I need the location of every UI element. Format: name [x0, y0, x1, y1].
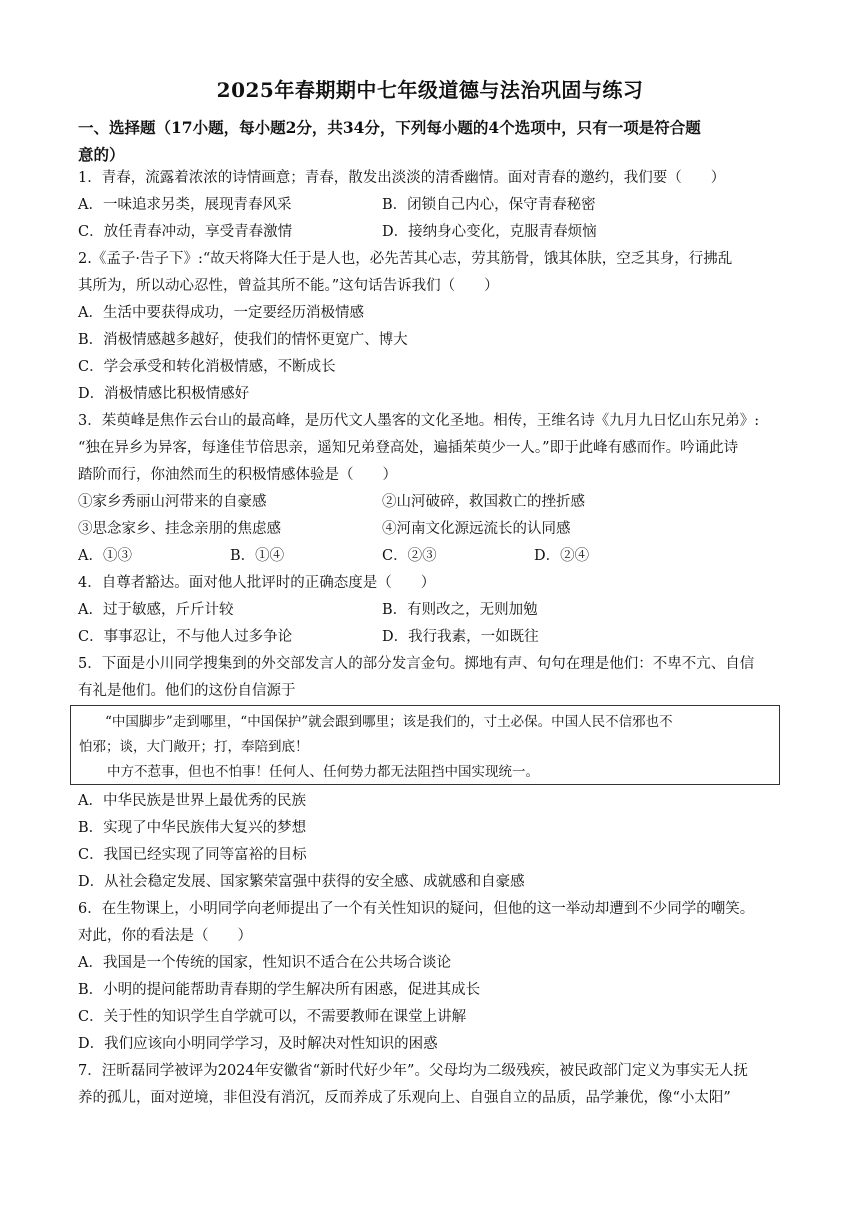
q3-statement-1: ①家乡秀丽山河带来的自豪感	[78, 494, 267, 510]
q5-option-a: A．中华民族是世界上最优秀的民族	[78, 793, 306, 809]
q3-option-b: B．①④	[230, 548, 285, 564]
q2-option-c: C．学会承受和转化消极情感，不断成长	[78, 359, 336, 375]
q6-option-c: C．关于性的知识学生自学就可以，不需要教师在课堂上讲解	[78, 1009, 467, 1025]
q2-stem-line1: 2.《孟子·告子下》:“故天将降大任于是人也，必先苦其心志，劳其筋骨，饿其体肤，空乏其身，行拂乱	[78, 251, 733, 267]
q5-quote-line1: “中国脚步”走到哪里，“中国保护”就会跟到哪里；该是我们的，寸土必保。中国人民不信邪也不	[105, 714, 673, 730]
q6-stem-line1: 6．在生物课上，小明同学向老师提出了一个有关性知识的疑问，但他的这一举动却遭到不少同学的嘲笑。	[78, 901, 755, 917]
q3-option-c: C．②③	[382, 548, 437, 564]
section-heading-line1: 一、选择题（17小题，每小题2分，共34分，下列每小题的4个选项中，只有一项是符合题	[78, 118, 701, 137]
q7-stem-line1: 7．汪昕磊同学被评为2024年安徽省“新时代好少年”。父母均为二级残疾，被民政部门定义为事实无人抚	[78, 1063, 748, 1079]
q5-stem-line2: 有礼是他们。他们的这份自信源于	[78, 683, 296, 699]
q4-stem: 4．自尊者豁达。面对他人批评时的正确态度是（ ）	[78, 575, 436, 591]
q6-option-b: B．小明的提问能帮助青春期的学生解决所有困惑，促进其成长	[78, 982, 481, 998]
q5-quote-box	[70, 705, 780, 785]
q1-option-d: D．接纳身心变化，克服青春烦恼	[382, 224, 597, 240]
q2-option-d: D．消极情感比积极情感好	[78, 386, 250, 402]
q1-stem: 1．青春，流露着浓浓的诗情画意；青春，散发出淡淡的清香幽情。面对青春的邀约，我们要（ ）	[78, 170, 726, 186]
q3-statement-3: ③思念家乡、挂念亲朋的焦虑感	[78, 521, 281, 537]
q2-option-a: A．生活中要获得成功，一定要经历消极情感	[78, 305, 364, 321]
q4-option-a: A．过于敏感，斤斤计较	[78, 602, 234, 618]
q3-stem-line3: 踏阶而行，你油然而生的积极情感体验是（ ）	[78, 467, 397, 483]
section-heading-line2: 意的）	[78, 145, 125, 164]
q6-option-a: A．我国是一个传统的国家，性知识不适合在公共场合谈论	[78, 955, 451, 971]
q2-stem-line2: 其所为，所以动心忍性，曾益其所不能。”这句话告诉我们（ ）	[78, 278, 499, 294]
q5-quote-line2: 怕邪；谈，大门敞开；打，奉陪到底！	[79, 739, 309, 755]
q3-statement-4: ④河南文化源远流长的认同感	[382, 521, 571, 537]
q5-option-d: D．从社会稳定发展、国家繁荣富强中获得的安全感、成就感和自豪感	[78, 874, 525, 890]
q3-stem-line1: 3．茱萸峰是焦作云台山的最高峰，是历代文人墨客的文化圣地。相传，王维名诗《九月九日忆山东兄弟》:	[78, 413, 760, 429]
q4-option-b: B．有则改之，无则加勉	[382, 602, 538, 618]
q5-stem-line1: 5．下面是小川同学搜集到的外交部发言人的部分发言金句。掷地有声、句句在理是他们：不卑不亢、自信	[78, 656, 755, 672]
q7-stem-line2: 养的孤儿，面对逆境，非但没有消沉，反而养成了乐观向上、自强自立的品质，品学兼优，像“小太阳”	[78, 1090, 731, 1106]
q3-stem-line2: “独在异乡为异客，每逢佳节倍思亲，遥知兄弟登高处，遍插茱萸少一人。”即于此峰有感而作。吟诵此诗	[78, 440, 739, 456]
q1-option-b: B．闭锁自己内心，保守青春秘密	[382, 197, 596, 213]
q3-statement-2: ②山河破碎，救国救亡的挫折感	[382, 494, 585, 510]
q3-option-a: A．①③	[78, 548, 132, 564]
q1-option-c: C．放任青春冲动，享受青春激情	[78, 224, 293, 240]
q6-stem-line2: 对此，你的看法是（ ）	[78, 928, 252, 944]
section-heading	[78, 114, 786, 168]
q4-option-c: C．事事忍让，不与他人过多争论	[78, 629, 293, 645]
q3-option-d: D．②④	[534, 548, 590, 564]
q2-option-b: B．消极情感越多越好，使我们的情怀更宽广、博大	[78, 332, 408, 348]
page-title: 2025年春期期中七年级道德与法治巩固与练习	[216, 78, 644, 102]
q1-option-a: A．一味追求另类，展现青春风采	[78, 197, 292, 213]
q6-option-d: D．我们应该向小明同学学习，及时解决对性知识的困惑	[78, 1036, 438, 1052]
q5-quote-line3: 中方不惹事，但也不怕事！任何人、任何势力都无法阻挡中国实现统一。	[107, 764, 539, 780]
q5-option-c: C．我国已经实现了同等富裕的目标	[78, 847, 307, 863]
q5-option-b: B．实现了中华民族伟大复兴的梦想	[78, 820, 307, 836]
q4-option-d: D．我行我素，一如既往	[382, 629, 539, 645]
